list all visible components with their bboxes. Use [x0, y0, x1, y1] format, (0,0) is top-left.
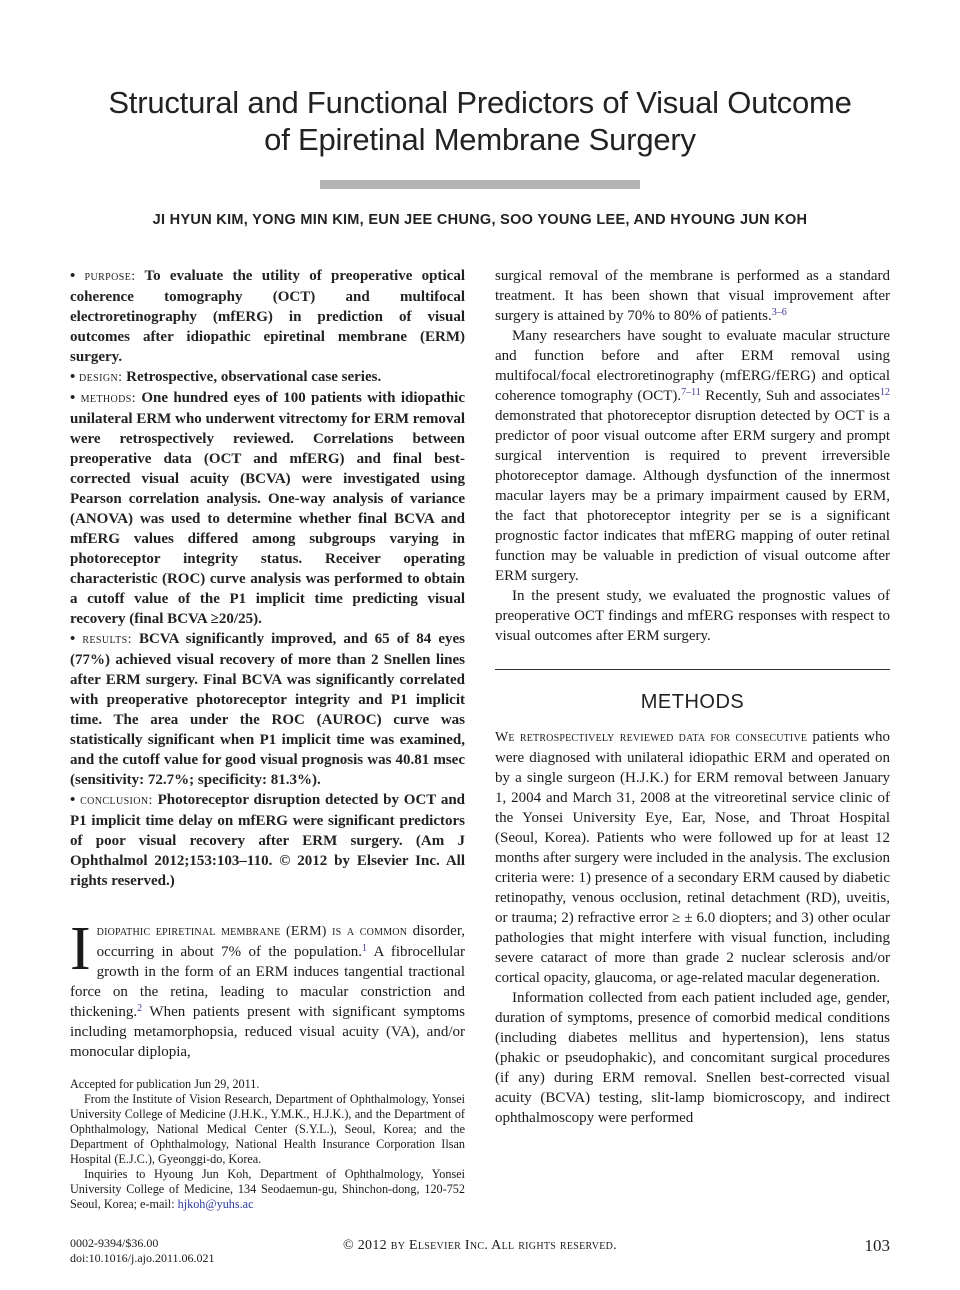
drop-cap: I [70, 915, 91, 983]
methods-lead-in: We retrospectively reviewed data for consecutive [495, 730, 808, 745]
intro-text-2: A fibrocellular growth in the form of an ERM induces tangential tractional force on the retina, leading to macular constriction and thickening. [70, 944, 465, 1020]
abstract-design [70, 367, 465, 388]
body-text: surgical removal of the membrane is performed as a standard treatment. It has been shown that visual improvement after surgery is attained by 70% to 80% of patients. [495, 268, 890, 324]
bullet: • [70, 369, 76, 385]
left-column [70, 266, 465, 1062]
bullet: • [70, 390, 76, 406]
abstract-methods [70, 388, 465, 629]
abstract [70, 266, 465, 891]
reference-link[interactable]: 7–11 [681, 387, 701, 398]
intro-text-3: When patients present with significant symptoms including metamorphopsia, reduced visual acuity (VA), and/or monocular diplopia, [70, 1004, 465, 1060]
footnotes [70, 1077, 465, 1212]
body-paragraph [495, 326, 890, 586]
copyright-line: © 2012 by Elsevier Inc. All rights reserved. [343, 1238, 617, 1253]
abstract-results-text: BCVA significantly improved, and 65 of 84 eyes (77%) achieved visual recovery of more than 2 Snellen lines after ERM surgery. Final BCVA was significantly correlated with preoperative photoreceptor integrity and P1 implicit time. The area under the ROC (AUROC) curve was statistically significant when P1 implicit time was examined, and the cutoff value for good visual prognosis was 40.81 msec (sensitivity: 72.7%; specificity: 81.3%). [70, 631, 466, 788]
abstract-purpose-text: To evaluate the utility of preoperative optical coherence tomography (OCT) and multifocal electroretinography (mfERG) in prediction of visual outcomes after idiopathic epiretinal membrane (ERM) surgery. [70, 268, 466, 365]
abstract-results-heading: results: [82, 632, 132, 647]
author-list: JI HYUN KIM, YONG MIN KIM, EUN JEE CHUNG, SOO YOUNG LEE, AND HYOUNG JUN KOH [152, 212, 808, 228]
introduction-paragraph [70, 915, 465, 1062]
methods-paragraph [495, 727, 890, 988]
reference-link[interactable]: 1 [361, 943, 367, 954]
body-text: Many researchers have sought to evaluate macular structure and function before and after ERM removal using multifocal/focal electroretinography (mfERG/fERG) and optical coherence tomography (OCT). [495, 328, 890, 404]
abstract-design-text: Retrospective, observational case series. [126, 369, 382, 385]
reference-link[interactable]: 2 [137, 1003, 143, 1014]
body-paragraph: In the present study, we evaluated the prognostic values of preoperative OCT findings and mfERG responses with respect to visual outcomes after ERM surgery. [495, 588, 890, 644]
issn: 0002-9394/$36.00 [70, 1236, 159, 1250]
footnote-affiliations: From the Institute of Vision Research, Department of Ophthalmology, Yonsei University College of Medicine (J.H.K., Y.M.K., H.J.K.), and the Department of Ophthalmology, National Medical Center (S.Y.L.), Seoul, Korea; and the Department of Ophthalmology, National Health Insurance Corporation Ilsan Hospital (E.J.C.), Gyeonggi-do, Korea. [70, 1092, 465, 1166]
footnote-inquiries-text: Inquiries to Hyoung Jun Koh, Department of Ophthalmology, Yonsei University College of Medicine, 134 Seodaemun-gu, Shinchon-dong, 120-752 Seoul, Korea; e-mail: [70, 1167, 465, 1211]
email-link[interactable]: hjkoh@yuhs.ac [177, 1197, 254, 1211]
body-text: demonstrated that photoreceptor disruption detected by OCT is a predictor of poor visual outcome after ERM surgery and prompt surgical intervention is required to prevent irreversible photoreceptor damage. Although dysfunction of the innermost macular layers may be a primary impairment caused by ERM, the fact that photoreceptor integrity per se is a significant prognostic factor indicates that mfERG mapping of outer retinal function may be valuable in prediction of visual outcome after ERM surgery. [495, 408, 890, 584]
abstract-conclusion-heading: conclusion: [80, 793, 153, 808]
reference-link[interactable]: 3–6 [771, 307, 787, 318]
title-divider-bar [320, 180, 640, 189]
intro-text-1: disorder, occurring in about 7% of the population. [96, 923, 465, 960]
bullet: • [70, 268, 76, 284]
methods-heading: METHODS [640, 691, 745, 713]
reference-link[interactable]: 12 [880, 387, 890, 398]
footnote-accepted: Accepted for publication Jun 29, 2011. [70, 1077, 260, 1091]
bullet: • [70, 792, 76, 808]
abstract-conclusion [70, 790, 465, 891]
issn-doi-block [70, 1236, 215, 1266]
abstract-conclusion-text: Photoreceptor disruption detected by OCT and P1 implicit time delay on mfERG were significant predictors of poor visual recovery after ERM surgery. (Am J Ophthalmol 2012;153:103–110. © 2012 by Elsevier Inc. All rights reserved.) [70, 792, 466, 889]
article-title-line-2: of Epiretinal Membrane Surgery [264, 122, 696, 157]
abstract-methods-heading: methods: [80, 391, 137, 406]
bullet: • [70, 631, 76, 647]
page-number: 103 [864, 1236, 890, 1255]
body-text: Recently, Suh and associates [700, 388, 880, 404]
right-column [495, 266, 890, 1128]
abstract-purpose-heading: purpose: [84, 269, 136, 284]
footnote-inquiries [70, 1167, 465, 1212]
article-title-line-1: Structural and Functional Predictors of Visual Outcome [108, 85, 852, 120]
doi: doi:10.1016/j.ajo.2011.06.021 [70, 1251, 215, 1265]
intro-lead-in: diopathic epiretinal membrane (ERM) is a common [96, 924, 408, 939]
abstract-purpose [70, 266, 465, 367]
body-text: patients who were diagnosed with unilateral idiopathic ERM and operated on by a single surgeon (H.J.K.) for ERM removal between January 1, 2004 and March 31, 2008 at the vitreoretinal service clinic of the Yonsei University Eye, Ear, Nose, and Throat Hospital (Seoul, Korea). Patients who were followed up for at least 12 months after surgery were included in the analysis. The exclusion criteria were: 1) presence of a secondary ERM caused by diabetic retinopathy, venous occlusion, retinal detachment (RD), uveitis, or trauma; 2) refractive error ≥ ± 6.0 diopters; and 3) other ocular pathologies that might interfere with visual function, including severe cataract of more than grade 2 nuclear sclerosis and/or cortical opacity, glaucoma, or age-related macular degeneration. [495, 729, 890, 986]
abstract-design-heading: design: [79, 370, 123, 385]
abstract-methods-text: One hundred eyes of 100 patients with idiopathic unilateral ERM who underwent vitrectomy for ERM removal were retrospectively reviewed. Correlations between preoperative data (OCT and mfERG) and final best-corrected visual acuity (BCVA) were investigated using Pearson correlation analysis. One-way analysis of variance (ANOVA) was used to determine whether final BCVA and mfERG values differed among subgroups varying in photoreceptor integrity status. Receiver operating characteristic (ROC) curve analysis was performed to obtain a cutoff value of the P1 implicit time predicting visual recovery (final BCVA ≥20/25). [70, 390, 466, 627]
article-title [40, 84, 920, 158]
section-divider [495, 669, 890, 670]
body-paragraph [495, 266, 890, 326]
methods-paragraph: Information collected from each patient included age, gender, duration of symptoms, presence of comorbid medical conditions (including diabetes mellitus and hypertension), lens status (phakic or pseudophakic), and concomitant surgical procedures (if any) during ERM removal. Snellen best-corrected visual acuity (BCVA) testing, slit-lamp biomicroscopy, and indirect ophthalmoscopy were performed [495, 990, 890, 1126]
abstract-results [70, 629, 465, 790]
